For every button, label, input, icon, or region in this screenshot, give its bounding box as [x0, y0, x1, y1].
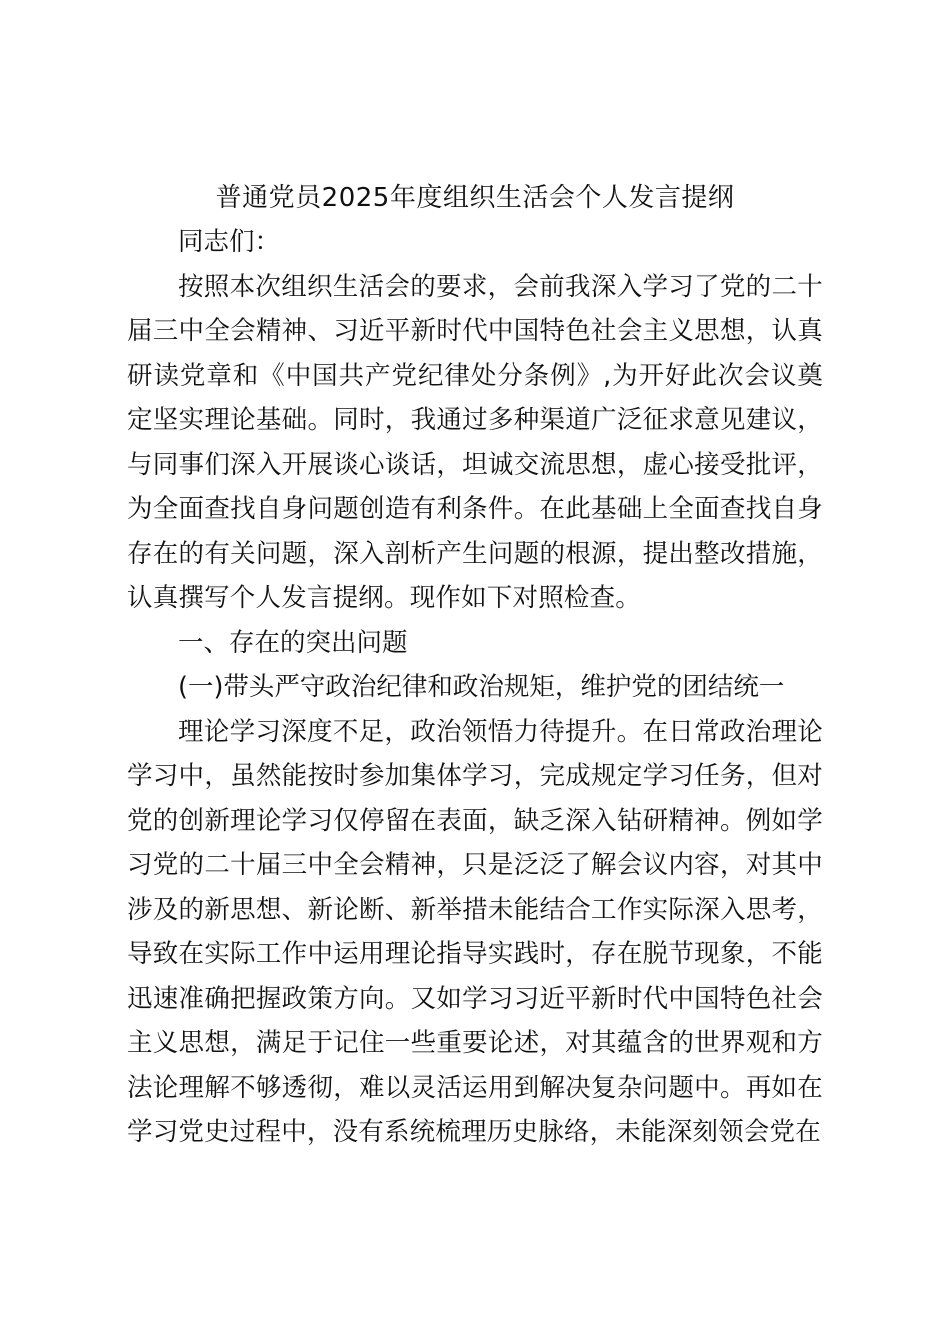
- document-body: [127, 176, 823, 1155]
- body-paragraph: 理论学习深度不足，政治领悟力待提升。在日常政治理论学习中，虽然能按时参加集体学习，完成规定学习任务，但对党的创新理论学习仅停留在表面，缺乏深入钻研精神。例如学习党的二十届三中全会精神，只是泛泛了解会议内容，对其中涉及的新思想、新论断、新举措未能结合工作实际深入思考，导致在实际工作中运用理论指导实践时，存在脱节现象，不能迅速准确把握政策方向。又如学习习近平新时代中国特色社会主义思想，满足于记住一些重要论述，对其蕴含的世界观和方法论理解不够透彻，难以灵活运用到解决复杂问题中。再如在学习党史过程中，没有系统梳理历史脉络，未能深刻领会党在: [127, 716, 823, 1147]
- intro-paragraph: 按照本次组织生活会的要求，会前我深入学习了党的二十届三中全会精神、习近平新时代中国特色社会主义思想，认真研读党章和《中国共产党纪律处分条例》,为开好此次会议奠定坚实理论基础。同时，我通过多种渠道广泛征求意见建议，与同事们深入开展谈心谈话，坦诚交流思想，虚心接受批评，为全面查找自身问题创造有利条件。在此基础上全面查找自身存在的有关问题，深入剖析产生问题的根源，提出整改措施，认真撰写个人发言提纲。现作如下对照检查。: [127, 271, 823, 613]
- section-heading: 一、存在的突出问题: [178, 627, 408, 658]
- document-title: 普通党员2025年度组织生活会个人发言提纲: [215, 183, 735, 213]
- subsection-heading: (一)带头严守政治纪律和政治规矩，维护党的团结统一: [178, 672, 785, 702]
- greeting: 同志们：: [178, 227, 281, 257]
